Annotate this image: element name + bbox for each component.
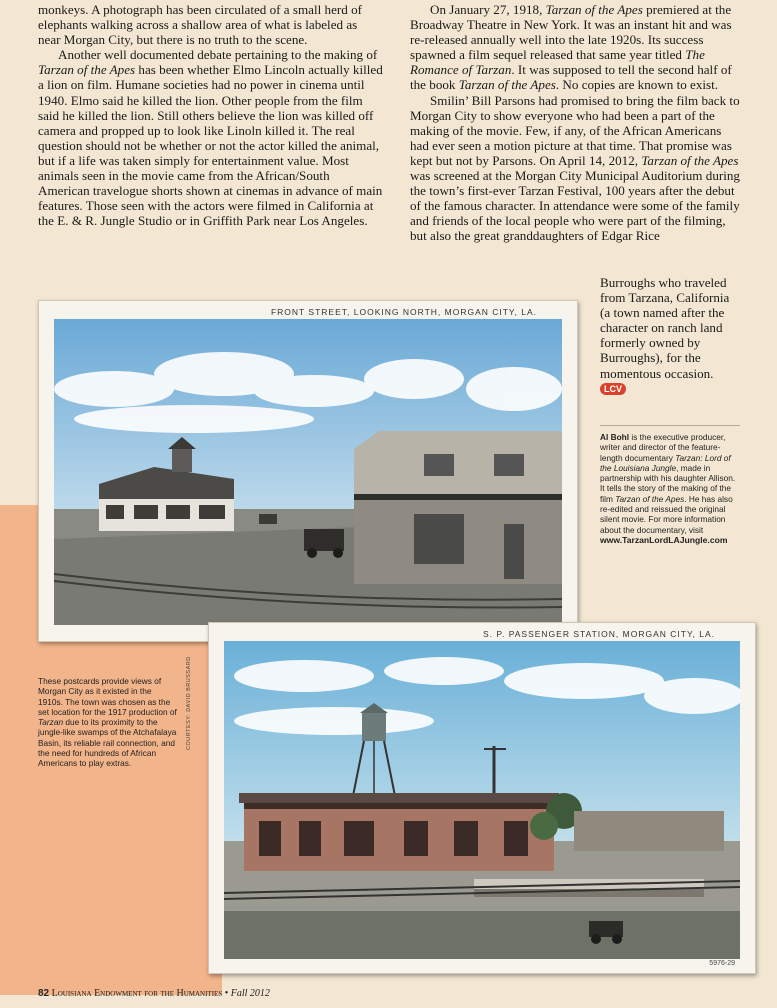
postcard-title: S. P. PASSENGER STATION, MORGAN CITY, LA. (483, 629, 715, 639)
author-bio: Al Bohl is the executive producer, writer and director of the feature-length documentary Tarzan: Lord of the Louisiana Jungle, made in partnership with his daughter Allison. It tells the story of the making of the film Tarzan of the Apes. He has also re-edited and reissued the original silent movie. For more information about the documentary, visit www.TarzanLordLAJungle.com (600, 425, 740, 545)
postcard-title: FRONT STREET, LOOKING NORTH, MORGAN CITY, LA. (270, 307, 537, 317)
left-column (38, 2, 383, 228)
postcard-number: 5976-29 (709, 960, 735, 967)
page-number: 82 (38, 988, 50, 999)
photo-credit: COURTESY: DAVID BRUSSARD (186, 656, 192, 750)
left-paragraph-2: Another well documented debate pertaining to the making of Tarzan of the Apes has been whether Elmo Lincoln actually killed a lion on film. Humane societies had no power in cinema until 1940. Elmo said he killed the lion. Other people from the film said he killed the lion. Still others believe the lion was killed off camera and propped up to look like Linoln killed it. The real question should not be whether or not the actor killed the animal, but if a life was taken simply for entertainment value. Most animals seen in the movie came from the African/South American travelogue shorts shown at cinemas in advance of main features. Those seen with the actors were filmed in California at the E. & R. Jungle Studio or in Griffith Park near Los Angeles. (38, 47, 383, 229)
passenger-station-photo (224, 641, 740, 959)
front-street-photo (54, 319, 562, 625)
postcard-front-street (38, 300, 578, 642)
author-name: Al Bohl (600, 432, 630, 442)
page-footer: 82 Louisiana Endowment for the Humanities • Fall 2012 (38, 988, 270, 999)
right-column (410, 2, 740, 244)
right-paragraph-2: Smilin’ Bill Parsons had promised to bring the film back to Morgan City to show everyone who had been a part of the making of the movie. Few, if any, of the African Americans had ever seen a motion picture at that time. That promise was kept but not by Parsons. On April 14, 2012, Tarzan of the Apes was screened at the Morgan City Municipal Auditorium during the town’s first-ever Tarzan Festival, 100 years after the debut of the famous character. In attendance were some of the family and friends of the local people who were part of the filming, but also the great granddaughters of Edgar Rice (410, 92, 740, 244)
issue-date: Fall 2012 (230, 988, 270, 999)
right-paragraph-1: On January 27, 1918, Tarzan of the Apes premiered at the Broadway Theatre in New York. It was an instant hit and was re-released annually well into the late 1920s. Its success spawned a film sequel released that same year titled The Romance of Tarzan. It was supposed to tell the second half of the book Tarzan of the Apes. No copies are known to exist. (410, 2, 732, 93)
postcard-passenger-station (208, 622, 756, 974)
documentary-link[interactable]: www.TarzanLordLAJungle.com (600, 534, 728, 545)
right-paragraph-2-end: Burroughs who traveled from Tarzana, California (a town named after the character on ranch land formerly owned by Burroughs), for the momentous occasion. LCV (600, 275, 730, 394)
magazine-name: Louisiana Endowment for the Humanities (51, 988, 223, 999)
right-column-continuation (600, 275, 740, 396)
lcv-end-badge: LCV (600, 383, 626, 395)
postcards-caption: These postcards provide views of Morgan City as it existed in the 1910s. The town was chosen as the set location for the 1917 production of Tarzan due to its proximity to the jungle-like swamps of the Atchafalaya Basin, its reliable rail connection, and the need for hundreds of African Americans to play extras. (38, 676, 177, 769)
left-paragraph-1: monkeys. A photograph has been circulated of a small herd of elephants walking across a shallow area of what is labeled as near Morgan City, but there is no truth to the scene. (38, 2, 362, 48)
